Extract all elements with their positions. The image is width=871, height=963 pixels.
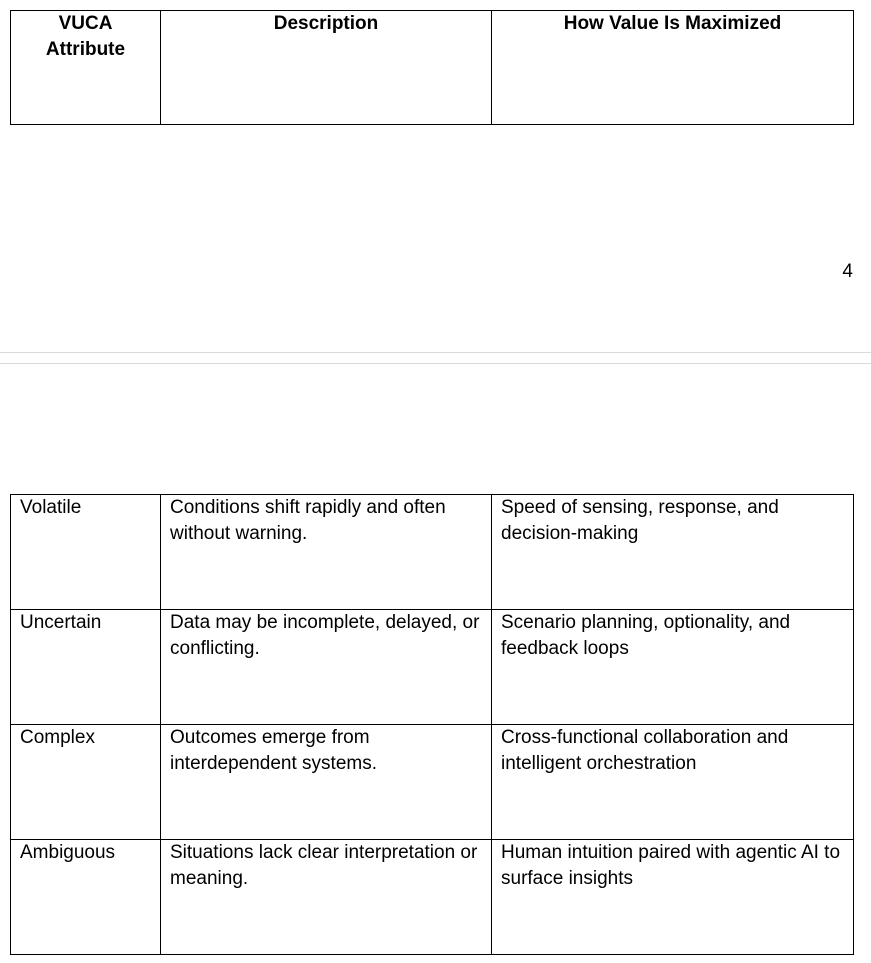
- cell-attribute: Uncertain: [11, 610, 161, 725]
- table-row: [11, 840, 854, 955]
- table-row: [11, 725, 854, 840]
- cell-attribute: Ambiguous: [11, 840, 161, 955]
- page-number: 4: [842, 261, 853, 282]
- cell-value: Human intuition paired with agentic AI to surface insights: [492, 840, 854, 955]
- cell-value: Cross-functional collaboration and intelligent orchestration: [492, 725, 854, 840]
- cell-attribute: Complex: [11, 725, 161, 840]
- cell-value: Scenario planning, optionality, and feedback loops: [492, 610, 854, 725]
- table-row: [11, 610, 854, 725]
- cell-description: Data may be incomplete, delayed, or conflicting.: [161, 610, 492, 725]
- cell-value: Speed of sensing, response, and decision-making: [492, 495, 854, 610]
- column-header-description: Description: [161, 11, 492, 125]
- table-row: [11, 495, 854, 610]
- table-header-row: [11, 11, 854, 125]
- cell-description: Outcomes emerge from interdependent systems.: [161, 725, 492, 840]
- column-header-attribute: VUCA Attribute: [11, 11, 161, 125]
- cell-description: Situations lack clear interpretation or meaning.: [161, 840, 492, 955]
- vuca-table-body: [10, 494, 854, 955]
- column-header-value: How Value Is Maximized: [492, 11, 854, 125]
- page-break-divider: [0, 352, 871, 364]
- vuca-table-header: [10, 10, 854, 125]
- cell-description: Conditions shift rapidly and often without warning.: [161, 495, 492, 610]
- cell-attribute: Volatile: [11, 495, 161, 610]
